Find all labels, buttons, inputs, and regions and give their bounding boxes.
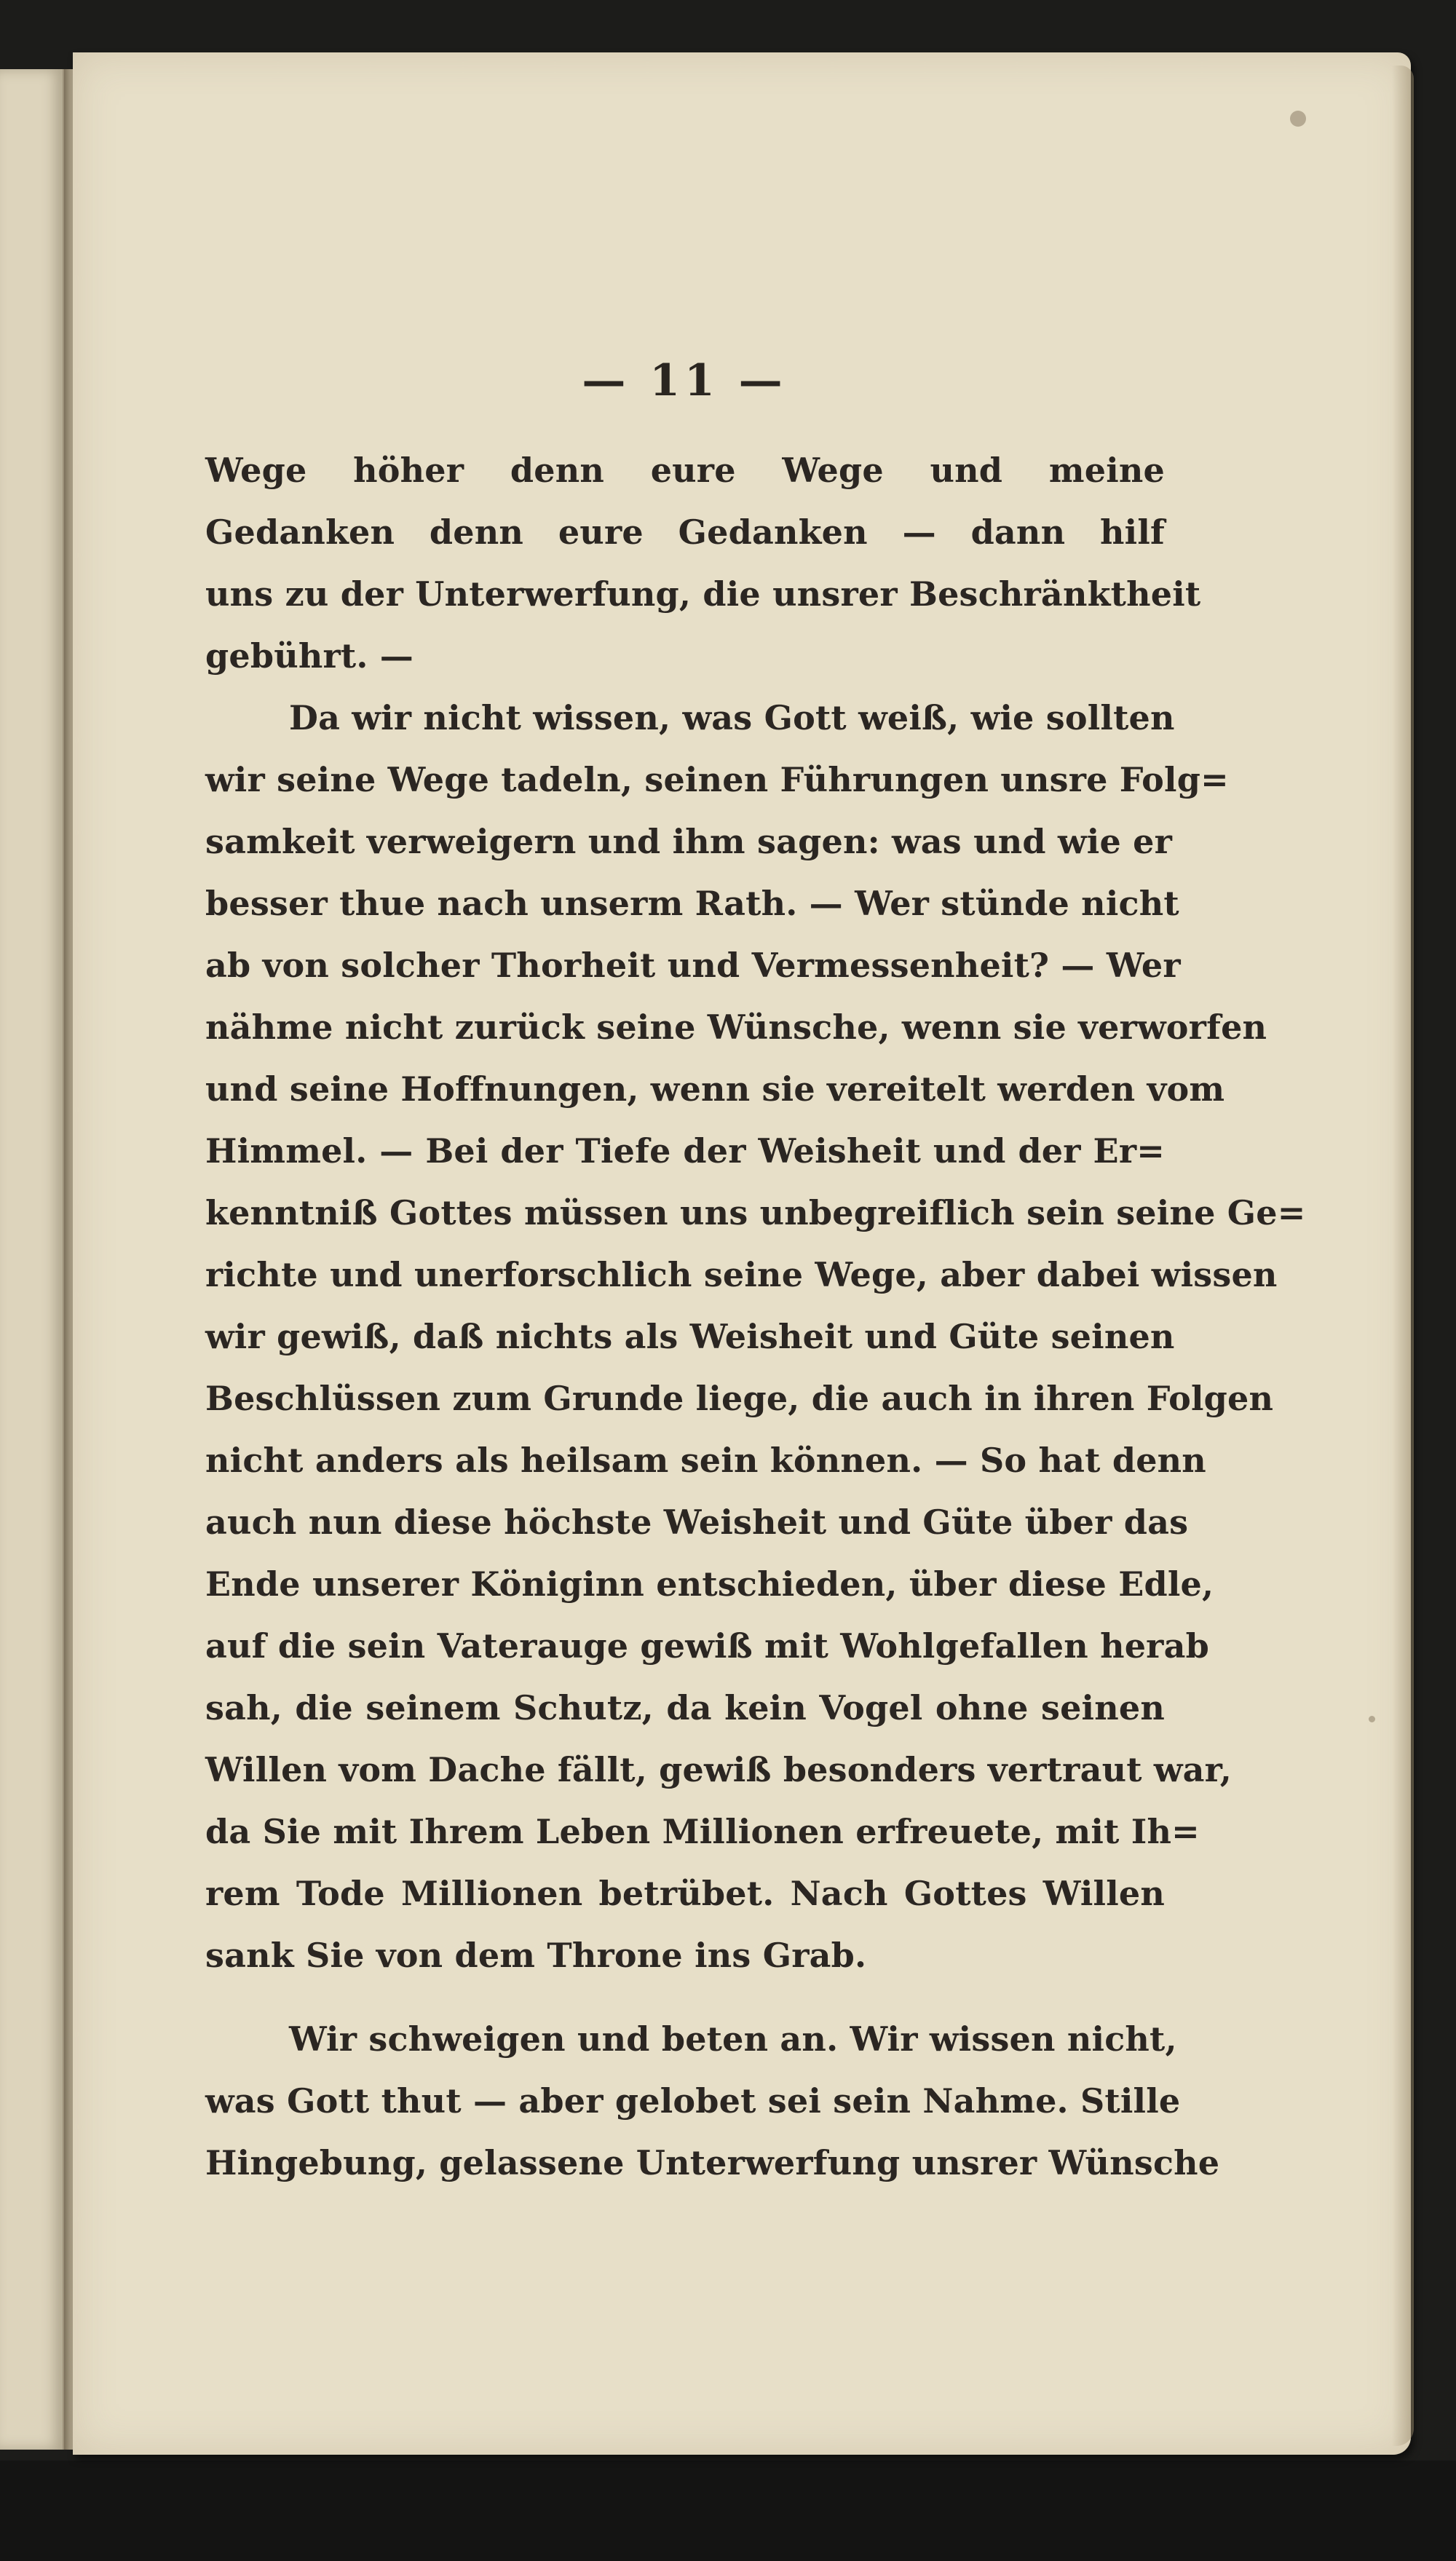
text-line: und seine Hoffnungen, wenn sie vereitelt werden vom — [205, 1069, 1225, 1109]
text-line: nähme nicht zurück seine Wünsche, wenn sie verworfen — [205, 1008, 1267, 1047]
body-text — [205, 440, 1306, 2194]
text-line: Willen vom Dache fällt, gewiß besonders vertraut war, — [205, 1750, 1232, 1789]
scan-background — [0, 2461, 1456, 2561]
text-line: Ende unserer Königinn entschieden, über diese Edle, — [205, 1564, 1214, 1604]
text-line: ab von solcher Thorheit und Vermessenheit? — Wer — [205, 946, 1181, 985]
text-line: wir gewiß, daß nichts als Weisheit und Güte seinen — [205, 1317, 1175, 1356]
text-line: Himmel. — Bei der Tiefe der Weisheit und der Er= — [205, 1131, 1165, 1171]
paragraph — [205, 2008, 1220, 2194]
text-line: sah, die seinem Schutz, da kein Vogel ohne seinen — [205, 1688, 1165, 1727]
text-line: Hingebung, gelassene Unterwerfung unsrer Wünsche — [205, 2143, 1220, 2182]
text-line: auch nun diese höchste Weisheit und Güte über das — [205, 1503, 1189, 1542]
text-line: Da wir nicht wissen, was Gott weiß, wie sollten — [289, 698, 1175, 737]
text-line: wir seine Wege tadeln, seinen Führungen unsre Folg= — [205, 760, 1229, 799]
text-line: was Gott thut — aber gelobet sei sein Nahme. Stille — [205, 2081, 1181, 2121]
paper-stain — [1290, 111, 1306, 127]
paragraph — [205, 687, 1306, 1987]
text-line: rem Tode Millionen betrübet. Nach Gottes Willen — [205, 1874, 1165, 1913]
text-line: nicht anders als heilsam sein können. — So hat denn — [205, 1441, 1206, 1480]
page-number: — 11 — — [582, 355, 787, 406]
text-line: Gedanken denn eure Gedanken — dann hilf — [205, 512, 1165, 552]
text-line: Wege höher denn eure Wege und meine — [205, 451, 1165, 490]
paper-stain — [1369, 1716, 1375, 1722]
text-line: gebührt. — — [205, 636, 414, 676]
text-line: auf die sein Vaterauge gewiß mit Wohlgefallen herab — [205, 1626, 1209, 1666]
text-line: Beschlüssen zum Grunde liege, die auch in ihren Folgen — [205, 1379, 1274, 1418]
facing-page-edge — [0, 69, 66, 2450]
book-gutter — [64, 69, 73, 2450]
text-line: da Sie mit Ihrem Leben Millionen erfreuete, mit Ih= — [205, 1812, 1200, 1851]
paragraph-gap — [205, 1987, 1165, 2008]
paragraph — [205, 440, 1201, 687]
page-edge-shadow — [1392, 66, 1414, 2446]
text-line: Wir schweigen und beten an. Wir wissen nicht, — [289, 2019, 1177, 2059]
text-line: kenntniß Gottes müssen uns unbegreiflich sein seine Ge= — [205, 1193, 1306, 1232]
text-line: samkeit verweigern und ihm sagen: was und wie er — [205, 822, 1173, 861]
text-line: sank Sie von dem Throne ins Grab. — [205, 1936, 867, 1975]
text-line: uns zu der Unterwerfung, die unsrer Beschränktheit — [205, 574, 1201, 614]
text-line: besser thue nach unserm Rath. — Wer stünde nicht — [205, 884, 1179, 923]
text-line: richte und unerforschlich seine Wege, aber dabei wissen — [205, 1255, 1278, 1294]
